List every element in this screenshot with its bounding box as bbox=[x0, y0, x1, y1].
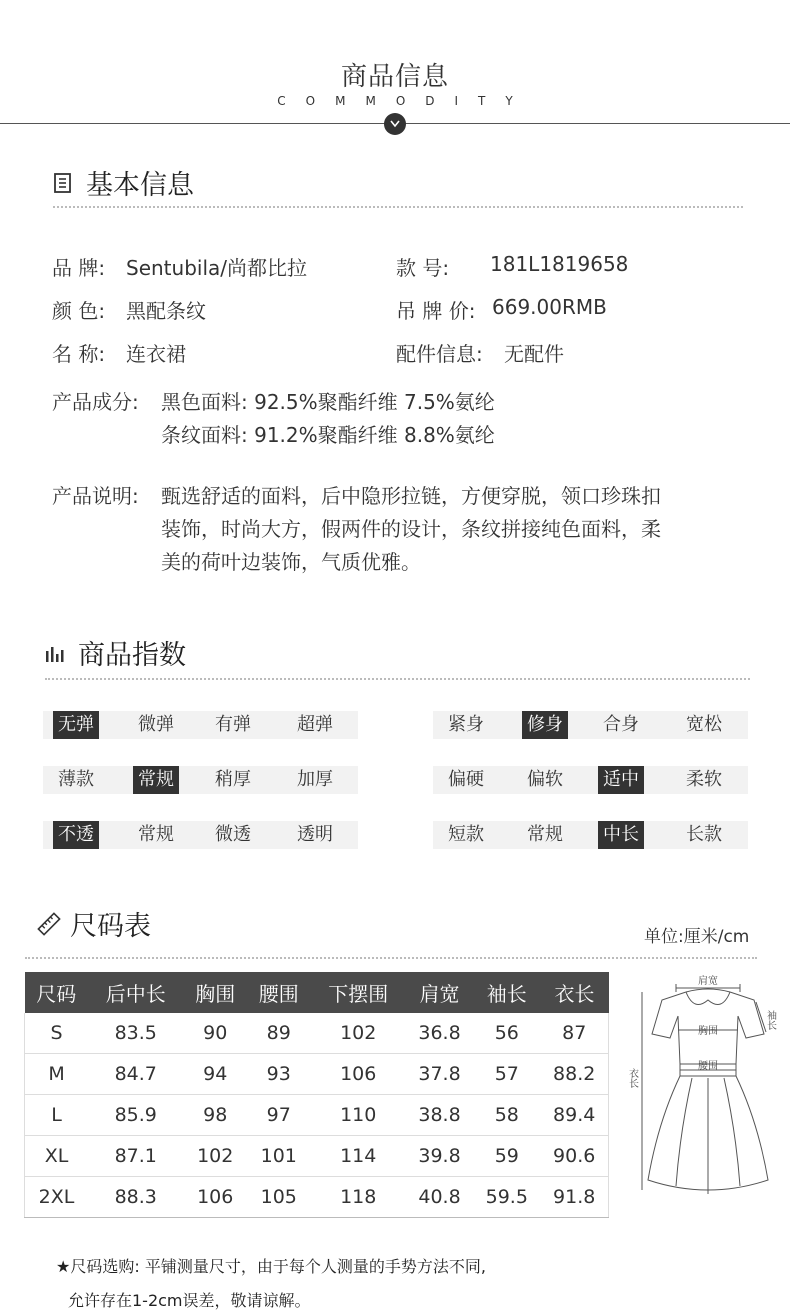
index-row-fit bbox=[433, 711, 748, 739]
table-cell: XL bbox=[25, 1136, 89, 1177]
table-cell: 84.7 bbox=[88, 1054, 183, 1095]
ruler-icon bbox=[37, 912, 61, 940]
index-option: 微弹 bbox=[138, 714, 174, 735]
bodice-shape bbox=[678, 1016, 738, 1064]
description-label: 产品说明: bbox=[52, 484, 139, 508]
table-cell: 89 bbox=[247, 1013, 311, 1054]
accessory-value: 无配件 bbox=[504, 342, 564, 366]
table-cell: 38.8 bbox=[406, 1095, 473, 1136]
table-cell: 85.9 bbox=[88, 1095, 183, 1136]
style-label: 款 号: bbox=[396, 256, 450, 280]
table-cell: 105 bbox=[247, 1177, 311, 1218]
color-value: 黑配条纹 bbox=[126, 299, 206, 323]
index-option: 透明 bbox=[297, 824, 333, 845]
table-cell: 87.1 bbox=[88, 1136, 183, 1177]
color-label: 颜 色: bbox=[52, 299, 106, 323]
table-cell: 39.8 bbox=[406, 1136, 473, 1177]
table-cell: 101 bbox=[247, 1136, 311, 1177]
table-cell: 102 bbox=[311, 1013, 406, 1054]
unit-label: 单位:厘米/cm bbox=[644, 927, 750, 947]
diagram-label-sleeve: 袖长 bbox=[764, 1010, 776, 1030]
table-cell: 58 bbox=[473, 1095, 540, 1136]
diagram-label-length: 衣长 bbox=[626, 1068, 638, 1088]
brand-label: 品 牌: bbox=[52, 256, 106, 280]
table-cell: 83.5 bbox=[88, 1013, 183, 1054]
page-subtitle: COMMODITY bbox=[277, 94, 533, 108]
index-heading: 商品指数 bbox=[78, 640, 186, 671]
basic-info-heading: 基本信息 bbox=[86, 170, 194, 201]
table-header: 后中长 bbox=[88, 972, 183, 1013]
index-option: 中长 bbox=[598, 821, 644, 849]
table-header: 肩宽 bbox=[406, 972, 473, 1013]
index-option: 常规 bbox=[138, 824, 174, 845]
table-cell: 88.2 bbox=[540, 1054, 608, 1095]
table-cell: 94 bbox=[183, 1054, 247, 1095]
table-cell: 37.8 bbox=[406, 1054, 473, 1095]
composition-label: 产品成分: bbox=[52, 390, 139, 414]
index-option: 稍厚 bbox=[215, 769, 251, 790]
index-option: 加厚 bbox=[297, 769, 333, 790]
diagram-label-shoulder: 肩宽 bbox=[698, 976, 718, 987]
price-value: 669.00RMB bbox=[492, 295, 607, 319]
price-label: 吊 牌 价: bbox=[396, 299, 476, 323]
description-line-3: 美的荷叶边装饰，气质优雅。 bbox=[161, 550, 421, 574]
index-row-transparency bbox=[43, 821, 358, 849]
size-note-line-2: 允许存在1-2cm误差，敬请谅解。 bbox=[68, 1291, 311, 1310]
accessory-label: 配件信息: bbox=[396, 342, 483, 366]
table-cell: 102 bbox=[183, 1136, 247, 1177]
table-header-row bbox=[25, 972, 609, 1013]
table-cell: 106 bbox=[311, 1054, 406, 1095]
index-option: 超弹 bbox=[297, 714, 333, 735]
index-option: 紧身 bbox=[448, 714, 484, 735]
bar-chart-icon bbox=[45, 646, 65, 666]
index-option: 常规 bbox=[133, 766, 179, 794]
index-option: 微透 bbox=[215, 824, 251, 845]
table-cell: 87 bbox=[540, 1013, 608, 1054]
index-option: 长款 bbox=[686, 824, 722, 845]
index-option: 常规 bbox=[527, 824, 563, 845]
table-cell: 40.8 bbox=[406, 1177, 473, 1218]
left-sleeve-shape bbox=[652, 992, 686, 1038]
name-value: 连衣裙 bbox=[126, 342, 186, 366]
index-option: 修身 bbox=[522, 711, 568, 739]
index-row-softness bbox=[433, 766, 748, 794]
index-row-elasticity bbox=[43, 711, 358, 739]
table-header: 衣长 bbox=[540, 972, 608, 1013]
right-sleeve-shape bbox=[730, 992, 764, 1038]
table-cell: 2XL bbox=[25, 1177, 89, 1218]
index-option: 有弹 bbox=[215, 714, 251, 735]
table-cell: 93 bbox=[247, 1054, 311, 1095]
table-cell: 57 bbox=[473, 1054, 540, 1095]
document-icon bbox=[53, 172, 73, 198]
table-cell: 97 bbox=[247, 1095, 311, 1136]
index-option: 宽松 bbox=[686, 714, 722, 735]
index-row-length bbox=[433, 821, 748, 849]
index-option: 无弹 bbox=[53, 711, 99, 739]
chevron-down-icon bbox=[384, 113, 406, 135]
index-row-thickness bbox=[43, 766, 358, 794]
collar-shape bbox=[686, 992, 730, 1005]
size-table bbox=[24, 972, 609, 1218]
dotted-divider bbox=[25, 957, 757, 959]
name-label: 名 称: bbox=[52, 342, 106, 366]
table-cell: M bbox=[25, 1054, 89, 1095]
diagram-label-waist: 腰围 bbox=[698, 1061, 718, 1072]
table-cell: 90 bbox=[183, 1013, 247, 1054]
table-cell: 89.4 bbox=[540, 1095, 608, 1136]
table-cell: 106 bbox=[183, 1177, 247, 1218]
dress-measurement-diagram bbox=[628, 972, 784, 1204]
composition-line-1: 黑色面料: 92.5%聚酯纤维 7.5%氨纶 bbox=[161, 390, 495, 414]
diagram-label-chest: 胸围 bbox=[698, 1026, 718, 1037]
table-row bbox=[25, 1177, 609, 1218]
table-header: 腰围 bbox=[247, 972, 311, 1013]
dotted-divider bbox=[45, 678, 750, 680]
index-option: 柔软 bbox=[686, 769, 722, 790]
index-option: 偏硬 bbox=[448, 769, 484, 790]
table-cell: 98 bbox=[183, 1095, 247, 1136]
style-value: 181L1819658 bbox=[490, 252, 629, 276]
table-cell: 88.3 bbox=[88, 1177, 183, 1218]
index-option: 不透 bbox=[53, 821, 99, 849]
description-line-1: 甄选舒适的面料，后中隐形拉链，方便穿脱，领口珍珠扣 bbox=[161, 484, 661, 508]
page-title: 商品信息 bbox=[340, 62, 449, 92]
table-row bbox=[25, 1095, 609, 1136]
description-line-2: 装饰，时尚大方，假两件的设计，条纹拼接纯色面料，柔 bbox=[161, 517, 661, 541]
composition-line-2: 条纹面料: 91.2%聚酯纤维 8.8%氨纶 bbox=[161, 423, 495, 447]
table-row bbox=[25, 1054, 609, 1095]
table-header: 下摆围 bbox=[311, 972, 406, 1013]
table-row bbox=[25, 1013, 609, 1054]
table-cell: 114 bbox=[311, 1136, 406, 1177]
brand-value: Sentubila/尚都比拉 bbox=[126, 256, 307, 280]
index-option: 短款 bbox=[448, 824, 484, 845]
table-header: 尺码 bbox=[25, 972, 89, 1013]
table-row bbox=[25, 1136, 609, 1177]
table-cell: 91.8 bbox=[540, 1177, 608, 1218]
table-cell: 118 bbox=[311, 1177, 406, 1218]
index-option: 偏软 bbox=[527, 769, 563, 790]
index-option: 适中 bbox=[598, 766, 644, 794]
table-cell: 59.5 bbox=[473, 1177, 540, 1218]
table-cell: 90.6 bbox=[540, 1136, 608, 1177]
table-cell: S bbox=[25, 1013, 89, 1054]
index-option: 薄款 bbox=[58, 769, 94, 790]
table-header: 袖长 bbox=[473, 972, 540, 1013]
size-chart-heading: 尺码表 bbox=[70, 911, 151, 942]
table-cell: 56 bbox=[473, 1013, 540, 1054]
index-option: 合身 bbox=[603, 714, 639, 735]
table-header: 胸围 bbox=[183, 972, 247, 1013]
table-cell: 59 bbox=[473, 1136, 540, 1177]
dotted-divider bbox=[53, 206, 743, 208]
table-cell: 36.8 bbox=[406, 1013, 473, 1054]
table-cell: L bbox=[25, 1095, 89, 1136]
table-cell: 110 bbox=[311, 1095, 406, 1136]
size-note-line-1: ★尺码选购: 平铺测量尺寸，由于每个人测量的手势方法不同, bbox=[56, 1257, 486, 1276]
